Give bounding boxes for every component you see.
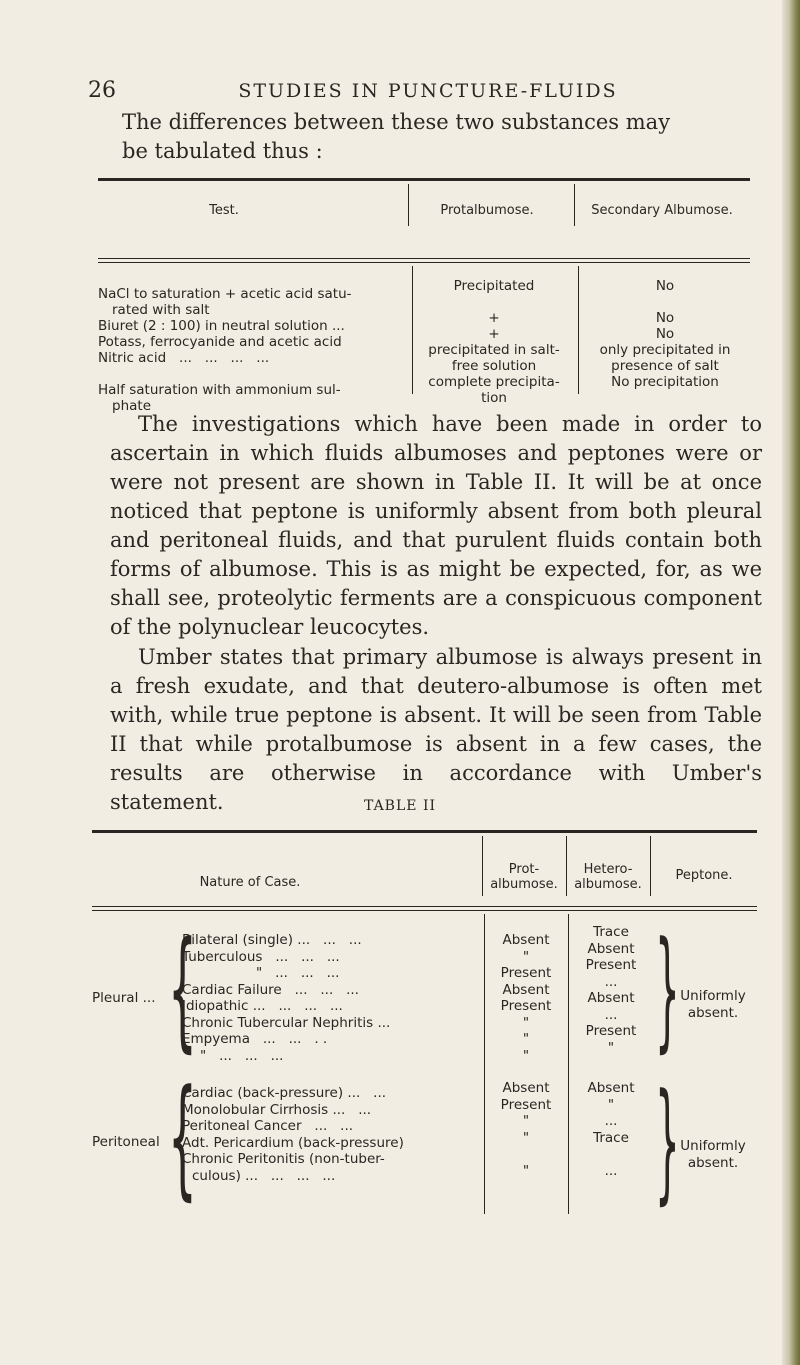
peritoneal-prot-column — [486, 1080, 566, 1179]
table1-test-row: NaCl to saturation + acetic acid satu- — [98, 286, 352, 302]
table2-case-row: Cardiac (back-pressure) ... ... — [182, 1085, 387, 1101]
peritoneal-peptone — [668, 1138, 758, 1171]
table1-prot-row: + — [488, 326, 500, 342]
peritoneal-brace: { — [168, 1061, 197, 1213]
table2-case-row: Idiopathic ... ... ... ... — [182, 998, 343, 1014]
table2-prot-cell: " — [522, 1047, 530, 1064]
page-number: 26 — [88, 78, 116, 103]
table2-prot-cell: " — [522, 1014, 530, 1031]
table1-prot-row: Precipitated — [453, 278, 535, 294]
peritoneal-peptone-line1: Uniformly — [680, 1138, 746, 1154]
pleural-peptone-line1: Uniformly — [680, 988, 746, 1004]
table1-header-test: Test. — [209, 203, 239, 218]
pleural-peptone-line2: absent. — [687, 1004, 739, 1021]
table1-test-row: Potass, ferrocyanide and acetic acid — [98, 334, 342, 350]
running-title: STUDIES IN PUNCTURE-FLUIDS — [238, 80, 618, 102]
table1-sec-row: presence of salt — [611, 358, 719, 374]
table2-header-hetero — [566, 862, 650, 892]
table2-prot-cell: Present — [500, 965, 552, 981]
pleural-brace: { — [168, 913, 197, 1065]
table2-hetero-cell: ... — [604, 1113, 618, 1129]
table2-hetero-cell: ... — [604, 1162, 618, 1179]
table2-prot-cell: Present — [500, 1096, 552, 1113]
table2-case-row: " ... ... ... — [200, 1047, 284, 1064]
table2-hetero-cell: Absent — [587, 1080, 635, 1096]
table1-sec-row: No — [655, 278, 675, 294]
table1-header-protalbumose: Protalbumose. — [440, 203, 534, 218]
table2-hetero-cell: Trace — [593, 1129, 629, 1146]
table2-header-hetero-line1: Hetero- — [583, 862, 633, 877]
table1-prot-row: tion — [481, 390, 507, 406]
table2-hetero-cell: ... — [604, 1006, 618, 1023]
table1-test-row: phate — [112, 398, 151, 414]
table1-sec-row: No — [655, 326, 675, 342]
table1-sec-row: No — [655, 310, 675, 326]
table2-hetero-cell — [570, 1146, 652, 1163]
peritoneal-peptone-brace: } — [655, 1065, 680, 1217]
table2-case-row: " ... ... ... — [256, 965, 340, 981]
table2-prot-cell: " — [522, 1031, 530, 1047]
pleural-prot-column — [486, 932, 566, 1064]
table1-prot-row: + — [488, 310, 500, 326]
page-edge-shadow — [782, 0, 800, 1365]
table2-case-row: Bilateral (single) ... ... ... — [182, 932, 362, 948]
table1-tests-column — [98, 286, 406, 414]
pleural-peptone — [668, 988, 758, 1021]
table2-header-prot-line2: albumose. — [490, 877, 558, 892]
table2-header-nature: Nature of Case. — [199, 875, 301, 890]
table2-hetero-cell: Trace — [593, 924, 629, 940]
table2-case-row: Adt. Pericardium (back-pressure) — [182, 1134, 404, 1151]
table2-case-row: Chronic Peritonitis (non-tuber- — [182, 1151, 385, 1167]
table1-prot-row: free solution — [451, 358, 537, 374]
pleural-peptone-brace: } — [655, 913, 680, 1065]
table1-protalbumose-column — [414, 278, 574, 406]
intro-text: The differences between these two substances may be tabulated thus : — [122, 110, 671, 163]
table2-prot-cell: Absent — [502, 932, 550, 948]
table2-hetero-cell: Absent — [587, 990, 635, 1006]
table2-hetero-cell: Present — [585, 957, 637, 973]
table1-test-row: rated with salt — [112, 302, 210, 318]
table1-prot-row: complete precipita- — [428, 374, 560, 390]
table2-hetero-cell: Present — [585, 1023, 637, 1039]
table2-case-row: Chronic Tubercular Nephritis ... — [182, 1014, 391, 1031]
table1-sec-row: only precipitated in — [599, 342, 731, 358]
table1-secondary-column — [580, 278, 750, 390]
peritoneal-hetero-column — [570, 1080, 652, 1179]
table2-prot-cell: " — [522, 948, 530, 965]
table2-prot-cell: " — [522, 1162, 530, 1179]
table2-prot-cell: Absent — [502, 1080, 550, 1096]
table2-prot-cell: Absent — [502, 981, 550, 998]
table2-hetero-cell: ... — [604, 973, 618, 990]
table2-prot-cell: " — [522, 1113, 530, 1129]
peritoneal-cases-column — [182, 1085, 482, 1184]
table2-prot-cell: " — [522, 1129, 530, 1146]
table2-prot-cell — [486, 1146, 566, 1163]
table2-case-row: Tuberculous ... ... ... — [182, 948, 340, 965]
table2-case-row: Empyema ... ... . . — [182, 1031, 328, 1047]
table2-prot-cell: Present — [500, 998, 552, 1014]
table2-header-peptone: Peptone. — [675, 868, 733, 883]
peritoneal-label: Peritoneal — [92, 1134, 160, 1150]
table2-case-row: culous) ... ... ... ... — [192, 1167, 336, 1184]
paragraph-2: Umber states that primary albumose is always present in a fresh exudate, and that deutero-albumose is often met with, while true peptone is absent. It will be seen from Table II that while protalbumose is absent in a few cases, the results are otherwise in accordance with Umber's statement. — [110, 645, 762, 814]
table1-sec-row: No precipitation — [611, 374, 719, 390]
table2-case-row: Cardiac Failure ... ... ... — [182, 981, 359, 998]
pleural-label: Pleural ... — [92, 990, 156, 1006]
table2-case-row: Monolobular Cirrhosis ... ... — [182, 1101, 372, 1118]
table2-case-row: Peritoneal Cancer ... ... — [182, 1118, 354, 1134]
table1-test-row: Biuret (2 : 100) in neutral solution ... — [98, 318, 345, 334]
table1-header-secondary: Secondary Albumose. — [591, 203, 733, 218]
table2-hetero-cell: " — [607, 1039, 615, 1056]
peritoneal-peptone-line2: absent. — [687, 1154, 739, 1171]
pleural-hetero-column — [570, 924, 652, 1056]
table1-prot-row: precipitated in salt- — [428, 342, 560, 358]
table2-hetero-cell: Absent — [587, 940, 635, 957]
table1-test-row: Nitric acid ... ... ... ... — [98, 350, 270, 366]
table2-hetero-cell: " — [607, 1096, 615, 1113]
table2-header-prot — [484, 862, 564, 892]
table2-header-prot-line1: Prot- — [508, 862, 540, 877]
paragraph-1: The investigations which have been made in order to ascertain in which fluids albumoses and peptones were or were not present are shown in Table II. It will be at once noticed that peptone is uniformly absent from both pleural and peritoneal fluids, and that purulent fluids contain both forms of albumose. This is as might be expected, for, as we shall see, proteolytic ferments are a conspicuous component of the polynuclear leucocytes. — [110, 412, 762, 639]
table2-header-hetero-line2: albumose. — [574, 877, 642, 892]
table-2-title: TABLE II — [364, 798, 436, 814]
table1-test-row: Half saturation with ammonium sul- — [98, 382, 341, 398]
pleural-cases-column — [182, 932, 482, 1064]
